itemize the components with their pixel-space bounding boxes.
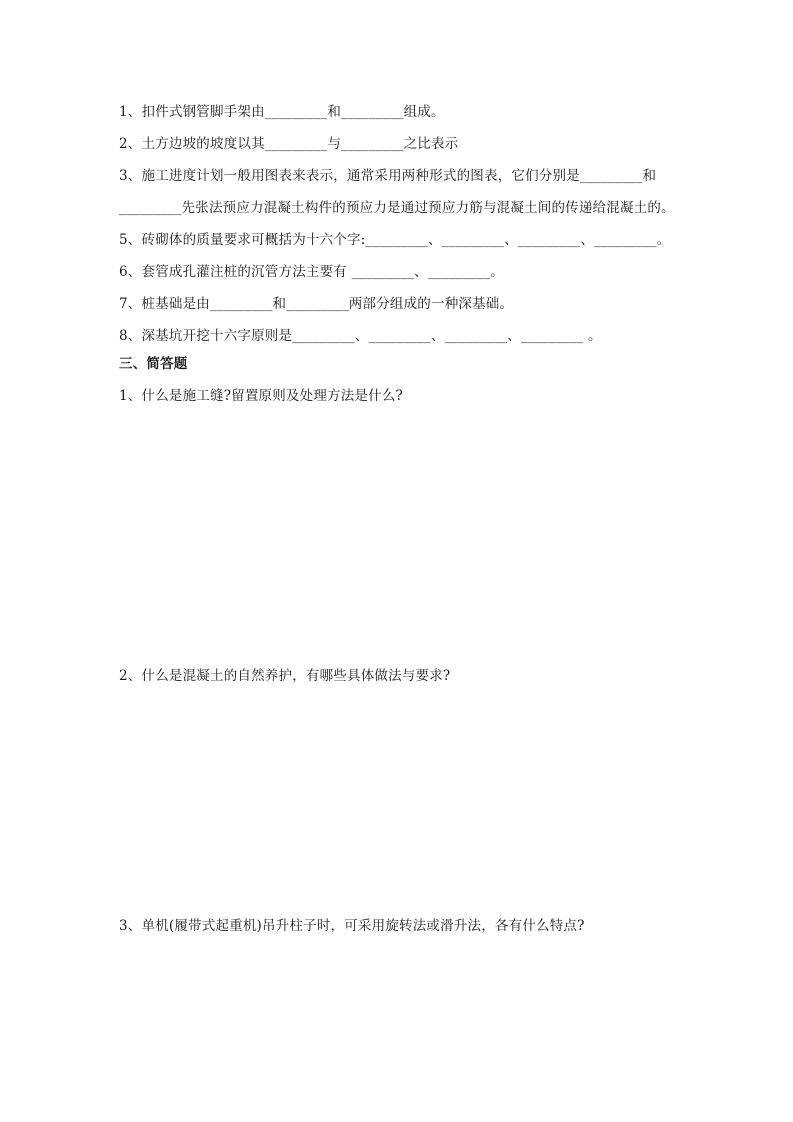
short-answer-question-1: 1、什么是施工缝?留置原则及处理方法是什么? [119, 388, 403, 404]
fill-blank-question-1: 1、扣件式钢管脚手架由_________和_________组成。 [119, 104, 445, 120]
fill-blank-question-7: 7、桩基础是由_________和_________两部分组成的一种深基础。 [119, 296, 514, 312]
fill-blank-question-3-line-2: _________先张法预应力混凝土构件的预应力是通过预应力筋与混凝土间的传递给混凝土的。 [119, 200, 675, 216]
fill-blank-question-6: 6、套管成孔灌注桩的沉管方法主要有 _________、_________。 [119, 264, 504, 280]
fill-blank-question-8: 8、深基坑开挖十六字原则是_________、_________、_________、_________ 。 [119, 328, 602, 344]
fill-blank-question-2: 2、土方边坡的坡度以其_________与_________之比表示 [119, 136, 459, 152]
fill-blank-question-3-line-1: 3、施工进度计划一般用图表来表示，通常采用两种形式的图表，它们分别是_________和 [119, 168, 657, 184]
short-answer-question-2: 2、什么是混凝土的自然养护，有哪些具体做法与要求? [119, 668, 451, 684]
section-heading-short-answer: 三、简答题 [119, 356, 188, 372]
short-answer-question-3: 3、单机(履带式起重机)吊升柱子时，可采用旋转法或滑升法，各有什么特点? [119, 918, 585, 934]
fill-blank-question-5: 5、砖砌体的质量要求可概括为十六个字:_________、_________、_________、_________。 [119, 232, 671, 248]
